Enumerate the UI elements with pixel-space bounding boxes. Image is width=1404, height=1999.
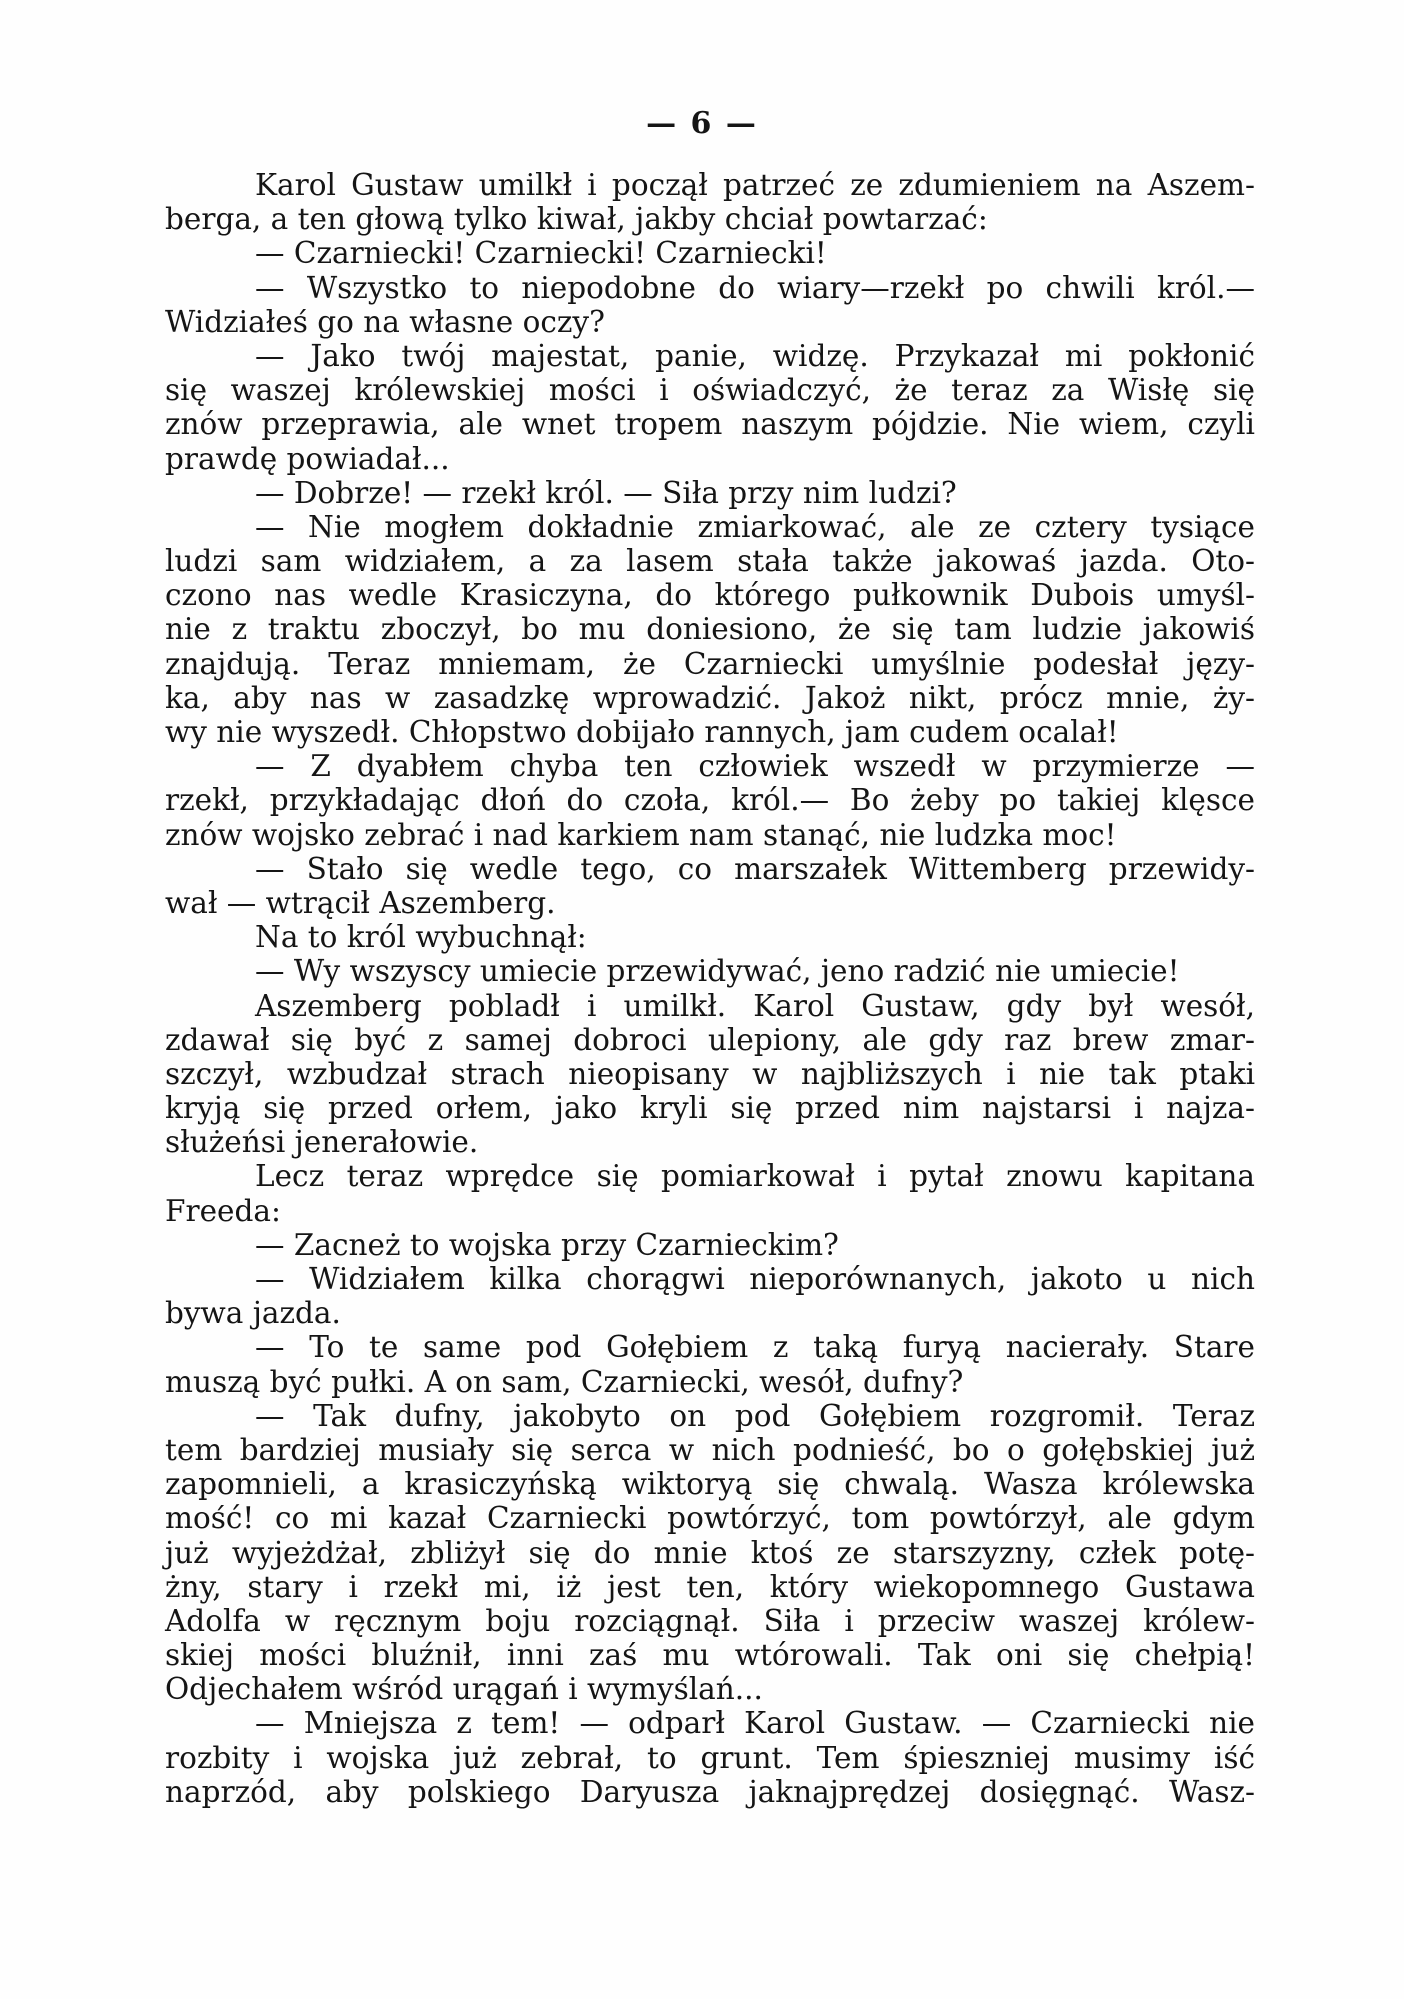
text-line: Aszemberg pobladł i umilkł. Karol Gustaw, gdy był wesół,: [255, 988, 1255, 1023]
text-line: znów przeprawia, ale wnet tropem naszym pójdzie. Nie wiem, czyli: [165, 407, 1255, 442]
text-line: żny, stary i rzekł mi, iż jest ten, który wiekopomnego Gustawa: [165, 1569, 1255, 1604]
text-line: — Zacneż to wojska przy Czarnieckim?: [255, 1227, 839, 1262]
text-line: rozbity i wojska już zebrał, to grunt. Tem śpieszniej musimy iść: [165, 1740, 1255, 1775]
paragraph: [165, 989, 1255, 1160]
paragraph: [165, 1159, 1255, 1227]
text-line: zapomnieli, a krasiczyńską wiktoryą się chwalą. Wasza królewska: [165, 1467, 1255, 1502]
paragraph: [165, 510, 1255, 749]
text-line: tem bardziej musiały się serca w nich podnieść, bo o gołębskiej już: [165, 1432, 1255, 1467]
page-body-text: [165, 168, 1255, 1809]
text-line: wał — wtrącił Aszemberg.: [165, 885, 556, 920]
text-line: muszą być pułki. A on sam, Czarniecki, wesół, dufny?: [165, 1364, 964, 1399]
text-line: — Nie mogłem dokładnie zmiarkować, ale ze cztery tysiące: [255, 509, 1255, 544]
text-line: — Jako twój majestat, panie, widzę. Przykazał mi pokłonić: [255, 338, 1255, 373]
text-line: bywa jazda.: [165, 1296, 341, 1331]
text-line: — Z dyabłem chyba ten człowiek wszedł w przymierze —: [255, 749, 1255, 784]
text-line: berga, a ten głową tylko kiwał, jakby chciał powtarzać:: [165, 202, 988, 237]
text-line: służeńsi jenerałowie.: [165, 1125, 479, 1160]
text-line: ludzi sam widziałem, a za lasem stała także jakowaś jazda. Oto-: [165, 544, 1255, 579]
paragraph: [165, 339, 1255, 476]
text-line: ka, aby nas w zasadzkę wprowadzić. Jakoż nikt, prócz mnie, ży-: [165, 680, 1255, 715]
text-line: Adolfa w ręcznym boju rozciągnął. Siła i przeciw waszej królew-: [165, 1603, 1255, 1638]
paragraph: [165, 168, 1255, 236]
paragraph: [165, 852, 1255, 920]
text-line: — Stało się wedle tego, co marszałek Wittemberg przewidy-: [255, 851, 1255, 886]
text-line: nie z traktu zboczył, bo mu doniesiono, że się tam ludzie jakowiś: [165, 612, 1255, 647]
text-line: znów wojsko zebrać i nad karkiem nam stanąć, nie ludzka moc!: [165, 817, 1117, 852]
text-line: szczył, wzbudzał strach nieopisany w najbliższych i nie tak ptaki: [165, 1056, 1255, 1091]
text-line: Freeda:: [165, 1193, 281, 1228]
text-line: czono nas wedle Krasiczyna, do którego pułkownik Dubois umyśl-: [165, 578, 1255, 613]
text-line: mość! co mi kazał Czarniecki powtórzyć, tom powtórzył, ale gdym: [165, 1501, 1255, 1536]
text-line: już wyjeżdżał, zbliżył się do mnie ktoś ze starszyzny, człek potę-: [165, 1535, 1255, 1570]
paragraph: [165, 1399, 1255, 1707]
text-line: skiej mości bluźnił, inni zaś mu wtórowali. Tak oni się chełpią!: [165, 1638, 1255, 1673]
text-line: — Dobrze! — rzekł król. — Siła przy nim ludzi?: [255, 475, 957, 510]
text-line: — Wszystko to niepodobne do wiary—rzekł po chwili król.—: [255, 270, 1255, 305]
text-line: prawdę powiadał...: [165, 441, 450, 476]
paragraph: [165, 236, 1255, 270]
text-line: naprzód, aby polskiego Daryusza jaknajprędzej dosięgnąć. Wasz-: [165, 1774, 1255, 1809]
paragraph: [165, 1706, 1255, 1809]
text-line: rzekł, przykładając dłoń do czoła, król.— Bo żeby po takiej klęsce: [165, 783, 1255, 818]
paragraph: [165, 1228, 1255, 1262]
text-line: kryją się przed orłem, jako kryli się przed nim najstarsi i najza-: [165, 1091, 1255, 1126]
text-line: — Tak dufny, jakobyto on pod Gołębiem rozgromił. Teraz: [255, 1398, 1255, 1433]
text-line: zdawał się być z samej dobroci ulepiony, ale gdy raz brew zmar-: [165, 1022, 1255, 1057]
text-line: — Widziałem kilka chorągwi nieporównanych, jakoto u nich: [255, 1262, 1255, 1296]
page-number: — 6 —: [646, 106, 758, 141]
text-line: — Wy wszyscy umiecie przewidywać, jeno radzić nie umiecie!: [255, 954, 1180, 989]
paragraph: [165, 749, 1255, 852]
paragraph: [165, 1262, 1255, 1330]
text-line: Odjechałem wśród urągań i wymyślań...: [165, 1672, 763, 1707]
text-line: Na to król wybuchnął:: [255, 920, 587, 955]
text-line: — Czarniecki! Czarniecki! Czarniecki!: [255, 236, 827, 271]
text-line: Lecz teraz wprędce się pomiarkował i pytał znowu kapitana: [255, 1159, 1255, 1194]
text-line: Widziałeś go na własne oczy?: [165, 304, 605, 339]
text-line: — To te same pod Gołębiem z taką furyą nacierały. Stare: [255, 1330, 1255, 1365]
text-line: znajdują. Teraz mniemam, że Czarniecki umyślnie podesłał języ-: [165, 646, 1255, 681]
paragraph: [165, 271, 1255, 339]
text-line: Karol Gustaw umilkł i począł patrzeć ze zdumieniem na Aszem-: [255, 168, 1255, 202]
paragraph: [165, 1330, 1255, 1398]
text-line: — Mniejsza z tem! — odparł Karol Gustaw. — Czarniecki nie: [255, 1706, 1255, 1741]
paragraph: [165, 476, 1255, 510]
paragraph: [165, 920, 1255, 954]
text-line: wy nie wyszedł. Chłopstwo dobijało rannych, jam cudem ocalał!: [165, 715, 1119, 749]
paragraph: [165, 954, 1255, 988]
text-line: się waszej królewskiej mości i oświadczyć, że teraz za Wisłę się: [165, 373, 1255, 408]
